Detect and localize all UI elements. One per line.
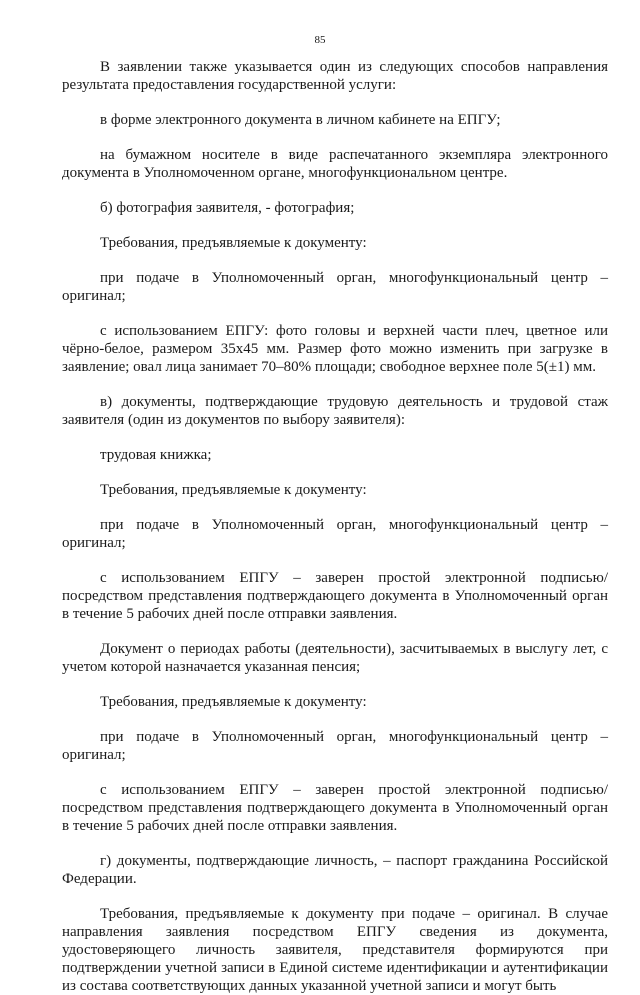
paragraph-photo-original: при подаче в Уполномоченный орган, многофункциональный центр – оригинал;: [62, 270, 608, 304]
paragraph-requirements-work-book: Требования, предъявляемые к документу:: [100, 482, 367, 498]
paragraph-requirements-photo: Требования, предъявляемые к документу:: [100, 235, 367, 251]
paragraph-photo: б) фотография заявителя, - фотография;: [100, 200, 355, 216]
paragraph-work-book-epgu: с использованием ЕПГУ – заверен простой электронной подписью/ посредством представления подтверждающего документа в Уполномоченный орган в течение 5 рабочих дней после отправки заявления.: [62, 570, 608, 622]
paragraph-service-periods-epgu: с использованием ЕПГУ – заверен простой электронной подписью/ посредством представления подтверждающего документа в Уполномоченный орган в течение 5 рабочих дней после отправки заявления.: [62, 782, 608, 834]
page-number: 85: [314, 34, 326, 46]
paragraph-work-documents: в) документы, подтверждающие трудовую деятельность и трудовой стаж заявителя (один из документов по выбору заявителя):: [62, 394, 608, 428]
paragraph-service-periods-original: при подаче в Уполномоченный орган, многофункциональный центр – оригинал;: [62, 729, 608, 763]
paragraph-requirements-service-periods: Требования, предъявляемые к документу:: [100, 694, 367, 710]
paragraph-identity-documents: г) документы, подтверждающие личность, – паспорт гражданина Российской Федерации.: [62, 853, 608, 887]
paragraph-epgu-cabinet: в форме электронного документа в личном кабинете на ЕПГУ;: [100, 112, 501, 128]
paragraph-work-book: трудовая книжка;: [100, 447, 212, 463]
paragraph-photo-epgu: с использованием ЕПГУ: фото головы и верхней части плеч, цветное или чёрно-белое, размером 35x45 мм. Размер фото можно изменить при загрузке в заявление; овал лица занимает 70–80% площади; свободное верхнее поле 5(±1) мм.: [62, 323, 608, 375]
paragraph-paper-copy: на бумажном носителе в виде распечатанного экземпляра электронного документа в Уполномоченном органе, многофункциональном центре.: [62, 147, 608, 181]
paragraph-identity-requirements: Требования, предъявляемые к документу при подаче – оригинал. В случае направления заявления посредством ЕПГУ сведения из документа, удостоверяющего личность заявителя, представителя формируются при подтверждении учетной записи в Единой системе идентификации и аутентификации из состава соответствующих данных указанной учетной записи и могут быть: [62, 906, 608, 994]
paragraph-service-periods: Документ о периодах работы (деятельности), засчитываемых в выслугу лет, с учетом которой назначается указанная пенсия;: [62, 641, 608, 675]
document-body: [62, 58, 608, 995]
paragraph-work-book-original: при подаче в Уполномоченный орган, многофункциональный центр – оригинал;: [62, 517, 608, 551]
paragraph-result-delivery-methods: В заявлении также указывается один из следующих способов направления результата предоставления государственной услуги:: [62, 59, 608, 93]
